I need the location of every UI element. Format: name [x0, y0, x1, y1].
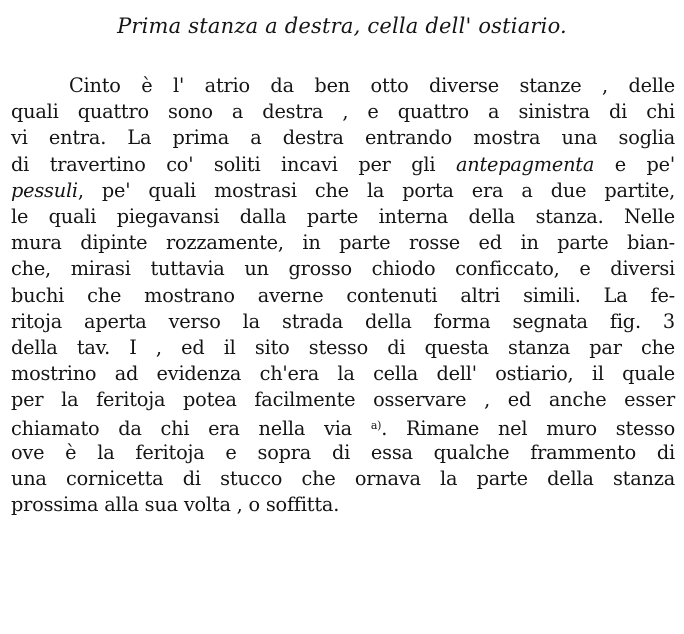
paragraph-line: per la feritoja potea facilmente osservare , ed anche esser: [11, 388, 675, 412]
paragraph-line: Cinto è l' atrio da ben otto diverse stanze , delle: [69, 74, 675, 97]
paragraph-line: vi entra. La prima a destra entrando mostra una soglia: [11, 126, 675, 150]
line-text: chiamato da chi era nella via: [11, 417, 371, 441]
paragraph-line: una cornicetta di stucco che ornava la parte della stanza: [11, 466, 675, 490]
paragraph-line: [11, 178, 675, 204]
paragraph-line: prossima alla sua volta , o soffitta.: [11, 493, 340, 516]
line-text: . Rimane nel muro stesso: [381, 417, 676, 441]
paragraph-line: buchi che mostrano averne contenuti altri simili. La fe-: [11, 283, 675, 307]
italic-term-pessuli: pessuli: [11, 178, 78, 202]
paragraph-line: ove è la feritoja e sopra di essa qualche frammento di: [11, 440, 675, 464]
paragraph-line: ritoja aperta verso la strada della forma segnata fig. 3: [11, 309, 675, 333]
line-text: di travertino co' soliti incavi per gli: [11, 152, 456, 176]
paragraph: [11, 73, 675, 518]
italic-term-antepagmenta: antepagmenta: [455, 152, 595, 176]
footnote-marker: a): [370, 419, 382, 433]
paragraph-line: quali quattro sono a destra , e quattro a sinistra di chi: [11, 100, 675, 124]
section-title: Prima stanza a destra, cella dell' ostiario.: [117, 14, 567, 38]
paragraph-line: le quali piegavansi dalla parte interna della stanza. Nelle: [11, 204, 675, 228]
paragraph-line: mura dipinte rozzamente, in parte rosse ed in parte bian-: [11, 231, 675, 255]
paragraph-line: della tav. I , ed il sito stesso di questa stanza par che: [11, 335, 675, 359]
line-text: e pe': [594, 152, 675, 176]
paragraph-line: [11, 413, 675, 439]
paragraph-line: che, mirasi tuttavia un grosso chiodo conficcato, e diversi: [11, 257, 675, 281]
paragraph-line: mostrino ad evidenza ch'era la cella dell' ostiario, il quale: [11, 362, 675, 386]
line-text: , pe' quali mostrasi che la porta era a due partite,: [77, 178, 675, 202]
paragraph-line: [11, 152, 675, 178]
